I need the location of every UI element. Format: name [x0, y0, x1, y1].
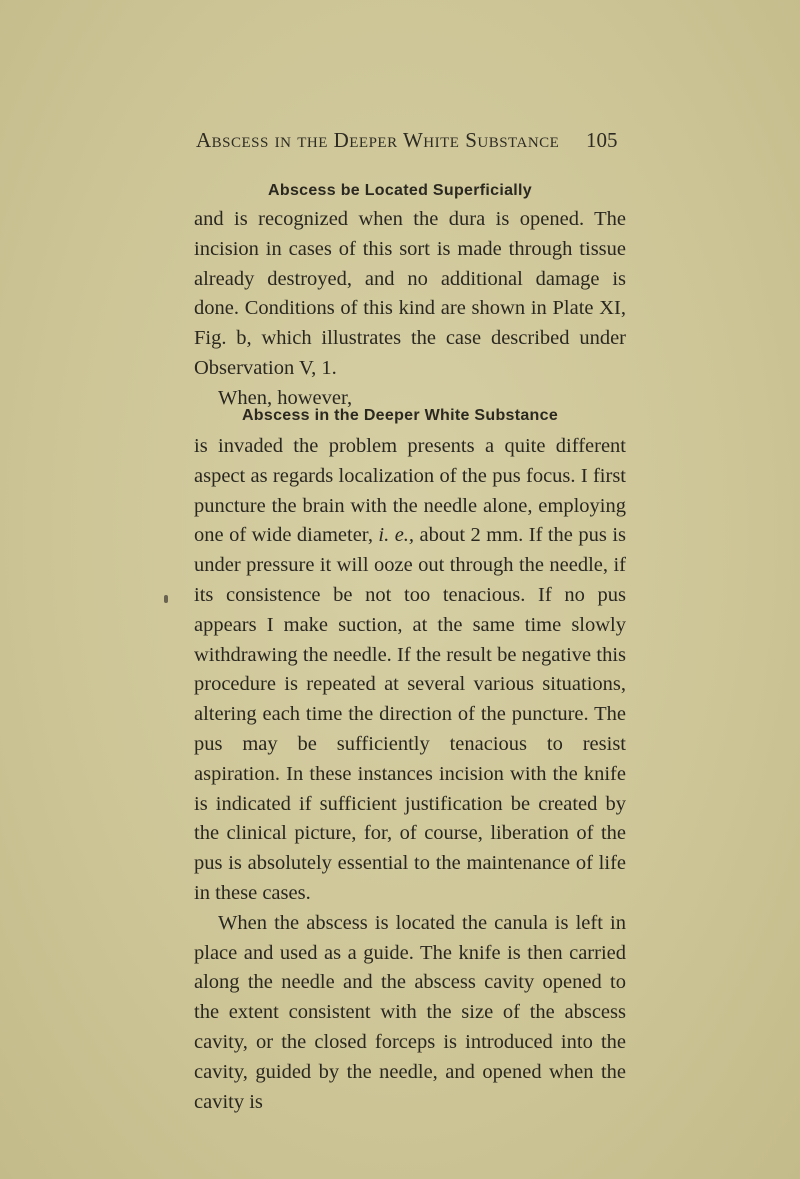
- section-heading-deeper: Abscess in the Deeper White Substance: [241, 407, 559, 424]
- paragraph: and is recognized when the dura is opened. The incision in cases of this sort is made through tissue already destroyed, and no additional damage is done. Conditions of this kind are shown in Plate XI, Fig. b, which illustrates the case described under Observation V, 1.: [194, 208, 626, 379]
- paragraph: When the abscess is located the canula is left in place and used as a guide. The knife is then carried along the needle and the abscess cavity opened to the extent consistent with the size of the abscess cavity, or the closed forceps is introduced into the cavity, guided by the needle, and opened when the cavity is: [194, 911, 626, 1113]
- section-deeper-text: [194, 432, 626, 1117]
- running-head: [196, 128, 628, 153]
- paragraph: When, however,: [218, 386, 353, 409]
- margin-mark: [164, 595, 168, 603]
- paragraph: [194, 432, 626, 909]
- page-number: 105: [586, 128, 618, 152]
- paragraph-italic: i. e.,: [378, 524, 415, 547]
- paragraph-text: is invaded the problem presents a quite different aspect as regards localization of the pus focus. I first puncture the brain with the needle alone, employing one of wide diameter,: [194, 435, 626, 547]
- running-head-title: Abscess in the Deeper White Substance: [196, 128, 560, 152]
- section-heading-superficial: Abscess be Located Superficially: [268, 182, 532, 199]
- section-superficial-text: [194, 205, 626, 414]
- paragraph-text: about 2 mm. If the pus is under pressure it will ooze out through the needle, if its consistence be not too tenacious. If no pus appears I make suction, at the same time slowly withdrawing the needle. If the result be negative this procedure is repeated at several various situations, altering each time the direction of the puncture. The pus may be sufficiently tenacious to resist aspiration. In these instances incision with the knife is indicated if sufficient justification be created by the clinical picture, for, of course, liberation of the pus is absolutely essential to the maintenance of life in these cases.: [194, 524, 626, 904]
